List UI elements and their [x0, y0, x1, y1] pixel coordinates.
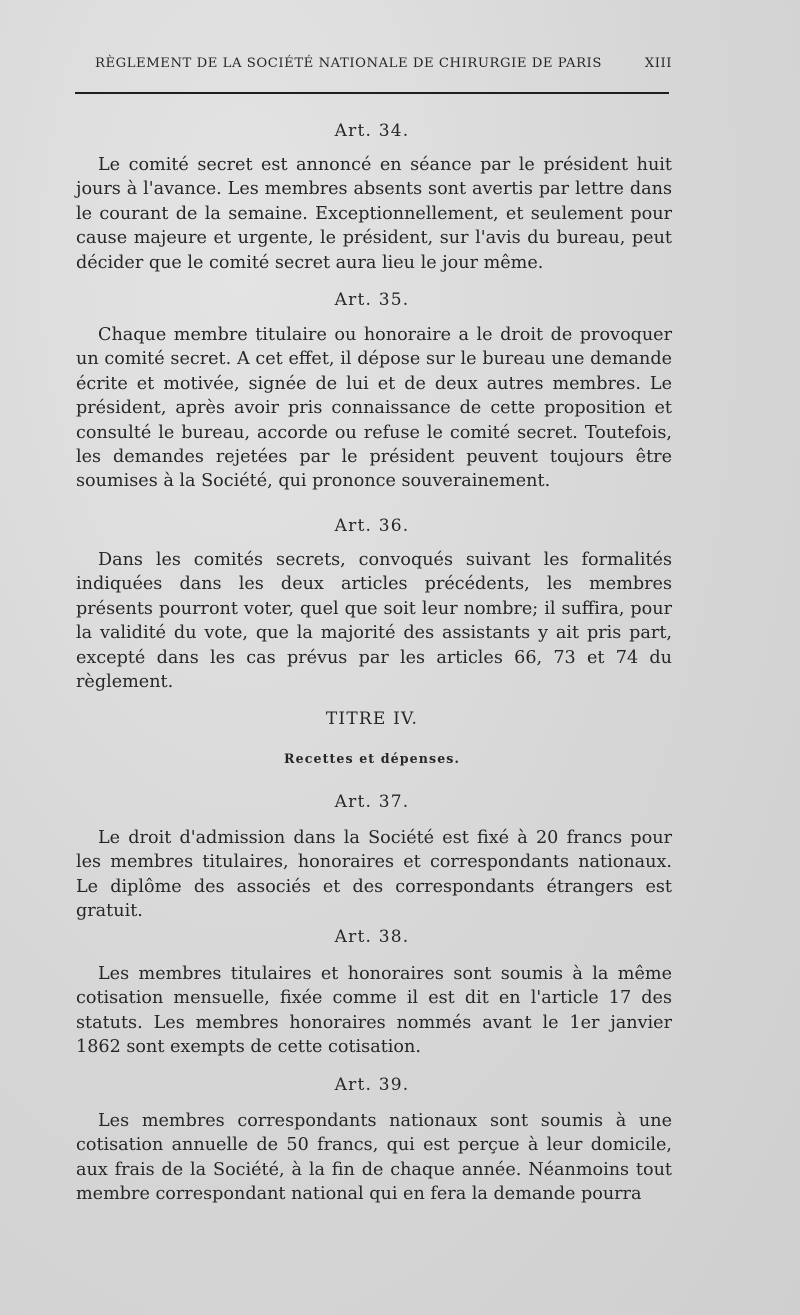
article-text-39: Les membres correspondants nationaux sont soumis à une cotisation annuelle de 50 francs, qui est perçue à leur domicile, aux frais de la Société, à la fin de chaque année. Néanmoins tout membre correspondant national qui en fera la demande pourra: [76, 1111, 672, 1205]
page-number: XIII: [644, 56, 672, 71]
running-head: [95, 56, 672, 76]
article-heading-36: Art. 36.: [334, 516, 410, 536]
article-heading-34: Art. 34.: [334, 121, 410, 141]
header-rule: [75, 92, 669, 94]
article-text-34: Le comité secret est annoncé en séance par le président huit jours à l'avance. Les membres absents sont avertis par lettre dans le courant de la semaine. Exceptionnellement, et seulement pour cause majeure et urgente, le président, sur l'avis du bureau, peut décider que le comité secret aura lieu le jour même.: [76, 155, 672, 273]
article-heading-35: Art. 35.: [334, 290, 410, 310]
running-head-title: RÈGLEMENT DE LA SOCIÉTÉ NATIONALE DE CHIRURGIE DE PARIS: [95, 56, 602, 71]
article-text-38: Les membres titulaires et honoraires sont soumis à la même cotisation mensuelle, fixée comme il est dit en l'article 17 des statuts. Les membres honoraires nommés avant le 1er janvier 1862 sont exempts de cette cotisation.: [76, 964, 672, 1058]
article-heading-38: Art. 38.: [334, 927, 410, 947]
article-text-37: Le droit d'admission dans la Société est fixé à 20 francs pour les membres titulaires, honoraires et correspondants nationaux. Le diplôme des associés et des correspondants étrangers est gratuit.: [76, 828, 672, 922]
title-iv-subtitle: Recettes et dépenses.: [284, 751, 460, 766]
title-iv-heading: TITRE IV.: [325, 709, 419, 729]
article-text-35: Chaque membre titulaire ou honoraire a le droit de provoquer un comité secret. A cet effet, il dépose sur le bureau une demande écrite et motivée, signée de lui et de deux autres membres. Le président, après avoir pris connaissance de cette proposition et consulté le bureau, accorde ou refuse le comité secret. Toutefois, les demandes rejetées par le président peuvent toujours être soumises à la Société, qui prononce souverainement.: [76, 325, 672, 492]
article-heading-37: Art. 37.: [334, 792, 410, 812]
article-text-36: Dans les comités secrets, convoqués suivant les formalités indiquées dans les deux articles précédents, les membres présents pourront voter, quel que soit leur nombre; il suffira, pour la validité du vote, que la majorité des assistants y ait pris part, excepté dans les cas prévus par les articles 66, 73 et 74 du règlement.: [76, 550, 672, 693]
article-heading-39: Art. 39.: [334, 1075, 410, 1095]
